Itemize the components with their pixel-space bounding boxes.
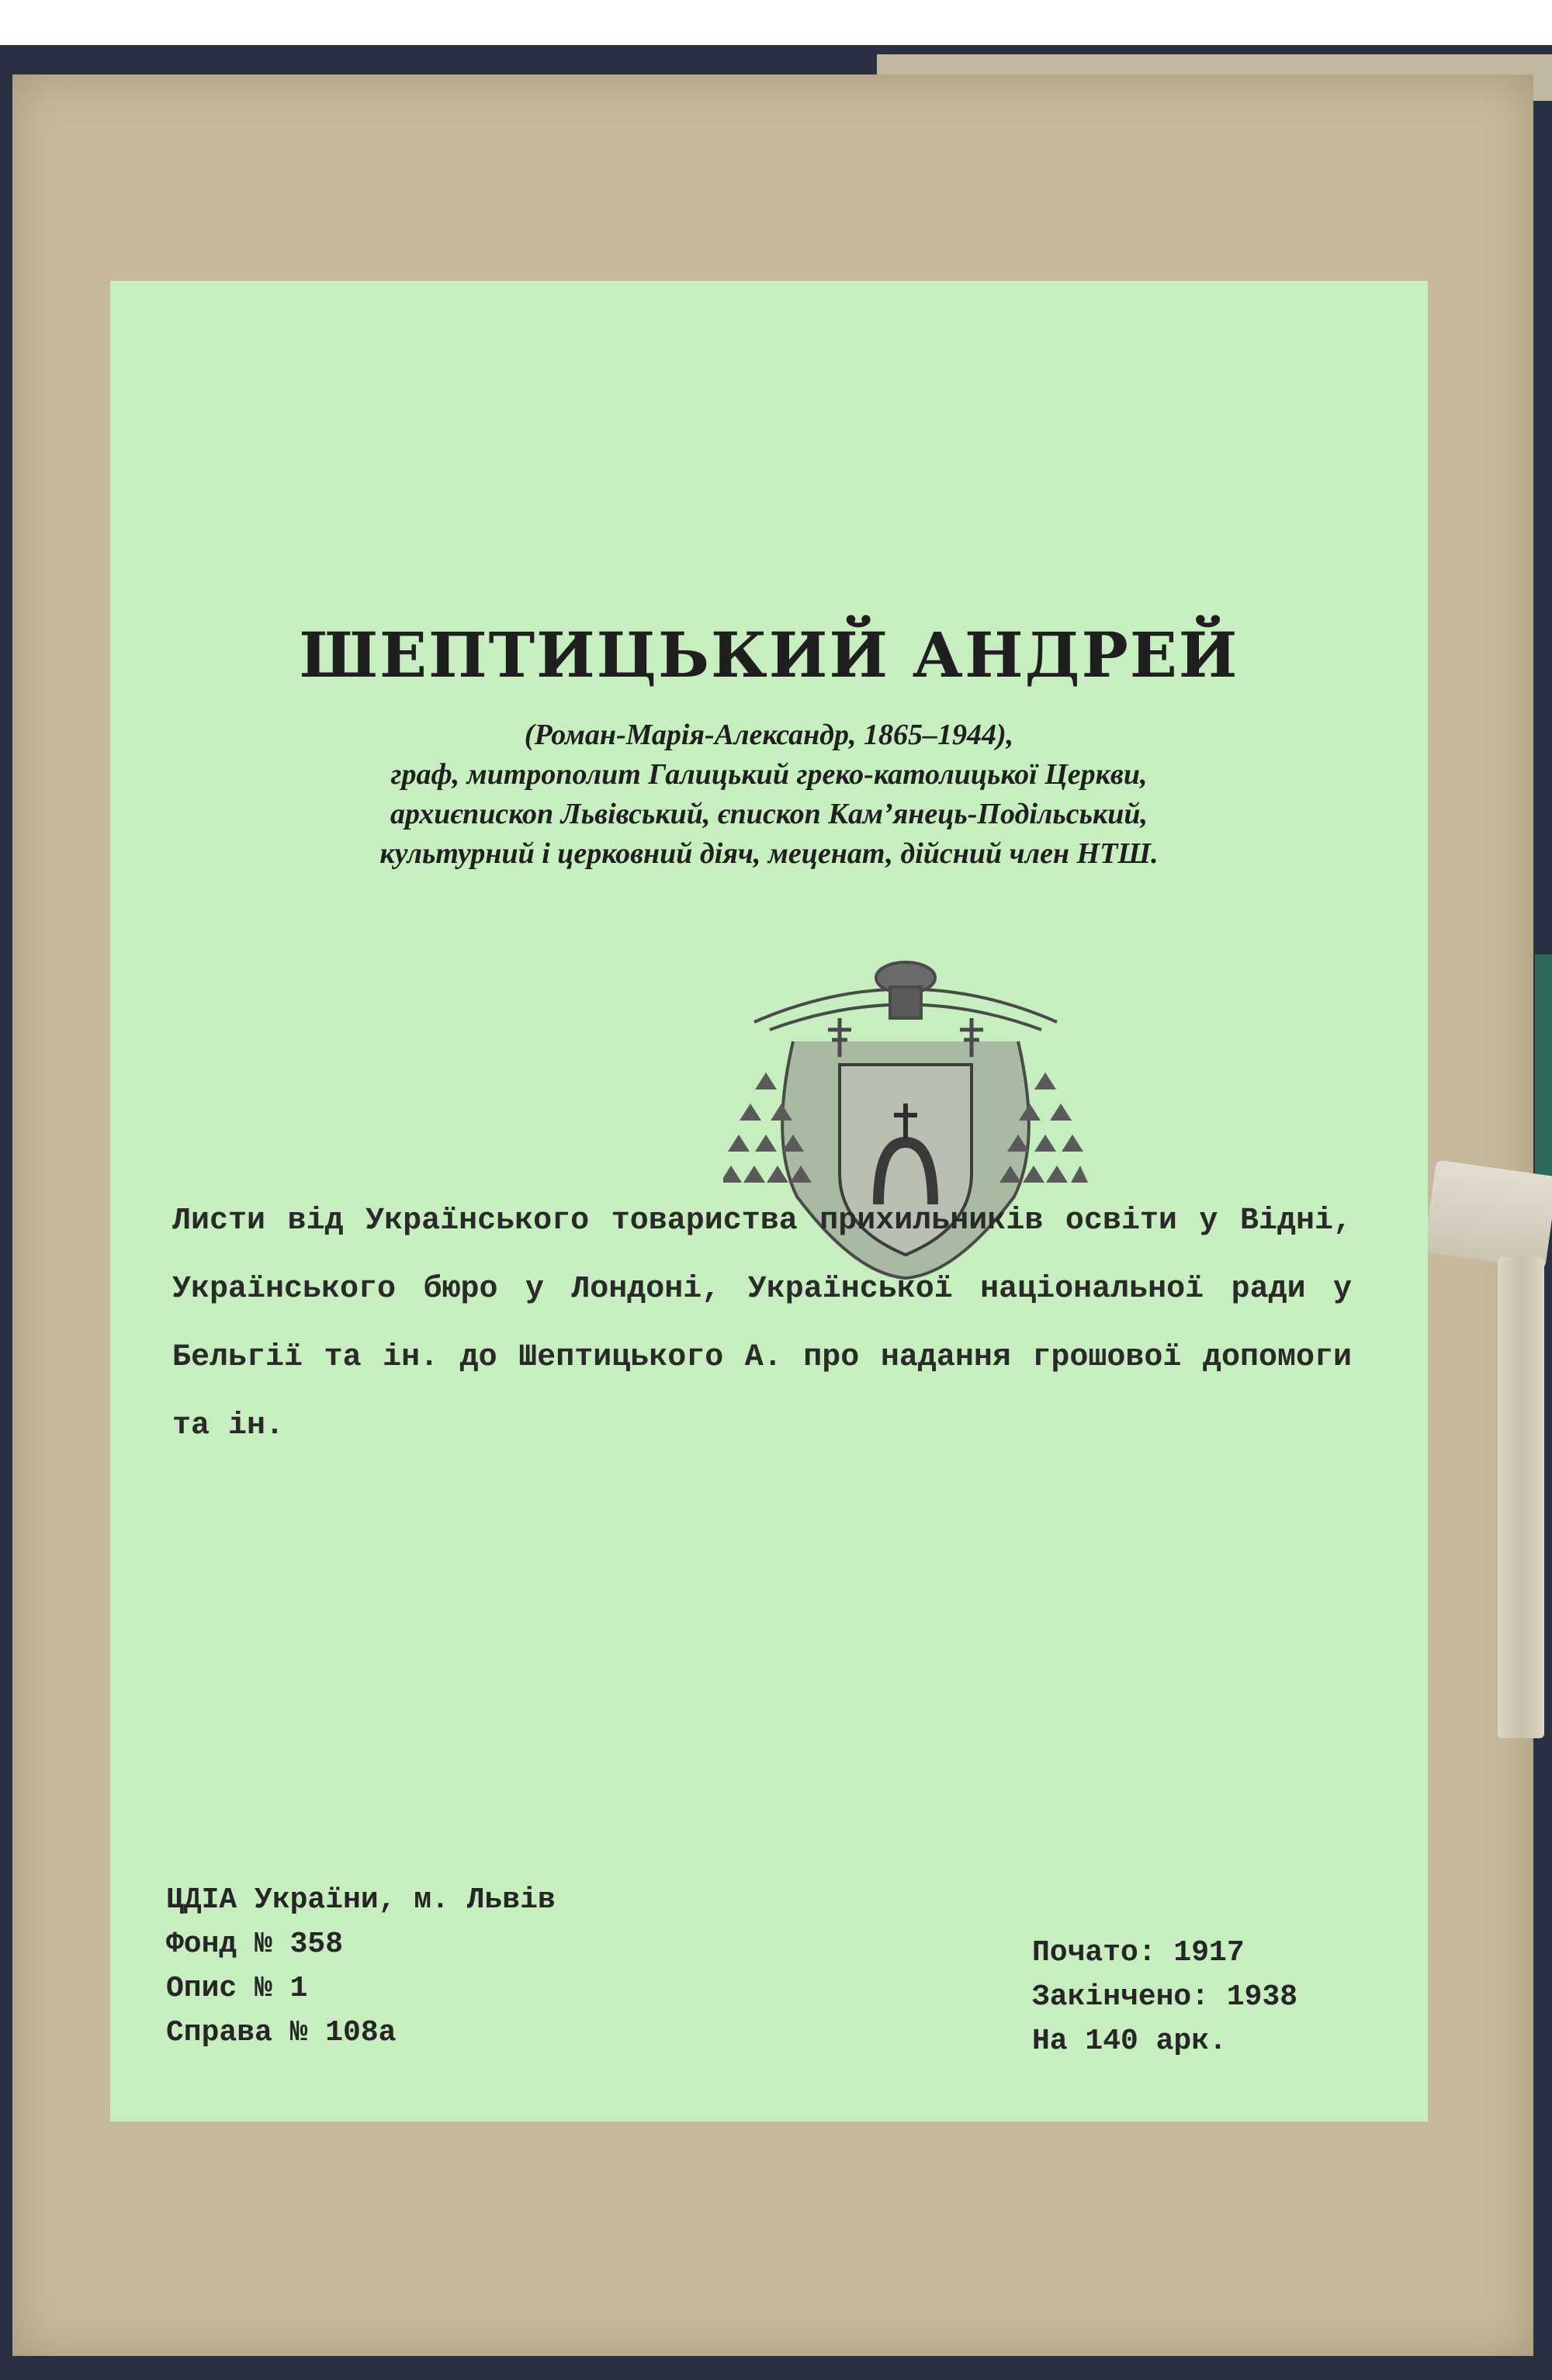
binder-green-strip bbox=[1535, 954, 1552, 1187]
archive-sprava: Справа № 108а bbox=[166, 2016, 397, 2049]
tie-ribbon-tail bbox=[1498, 1257, 1544, 1738]
subtitle-line: граф, митрополит Галицький греко-католицької Церкви, bbox=[390, 758, 1148, 791]
archive-reference bbox=[166, 1878, 556, 2055]
archive-opys: Опис № 1 bbox=[166, 1972, 308, 2005]
page-title: ШЕПТИЦЬКИЙ АНДРЕЙ bbox=[299, 618, 1239, 691]
subtitle-line: культурний і церковний діяч, меценат, дійсний член НТШ. bbox=[379, 837, 1159, 870]
sheet-count: На 140 арк. bbox=[1032, 2025, 1227, 2058]
date-finished: Закінчено: 1938 bbox=[1032, 1980, 1298, 2014]
tie-ribbon bbox=[1423, 1160, 1552, 1270]
date-started: Почато: 1917 bbox=[1032, 1936, 1245, 1969]
subtitle-line: (Роман-Марія-Александр, 1865–1944), bbox=[524, 719, 1014, 751]
document-description: Листи від Українського товариства прихильників освіти у Відні, Українського бюро у Лондоні, Української національної ради у Бельгії та ін. до Шептицького А. про надання грошової допомоги та ін. bbox=[172, 1204, 1352, 1443]
subtitle-block bbox=[110, 715, 1428, 874]
archive-institution: ЦДІА України, м. Львів bbox=[166, 1883, 556, 1917]
subtitle-line: архиєпископ Львівський, єпископ Кам’янець-Подільський, bbox=[390, 798, 1148, 830]
archive-fond: Фонд № 358 bbox=[166, 1928, 344, 1961]
archive-dates bbox=[1032, 1931, 1297, 2063]
